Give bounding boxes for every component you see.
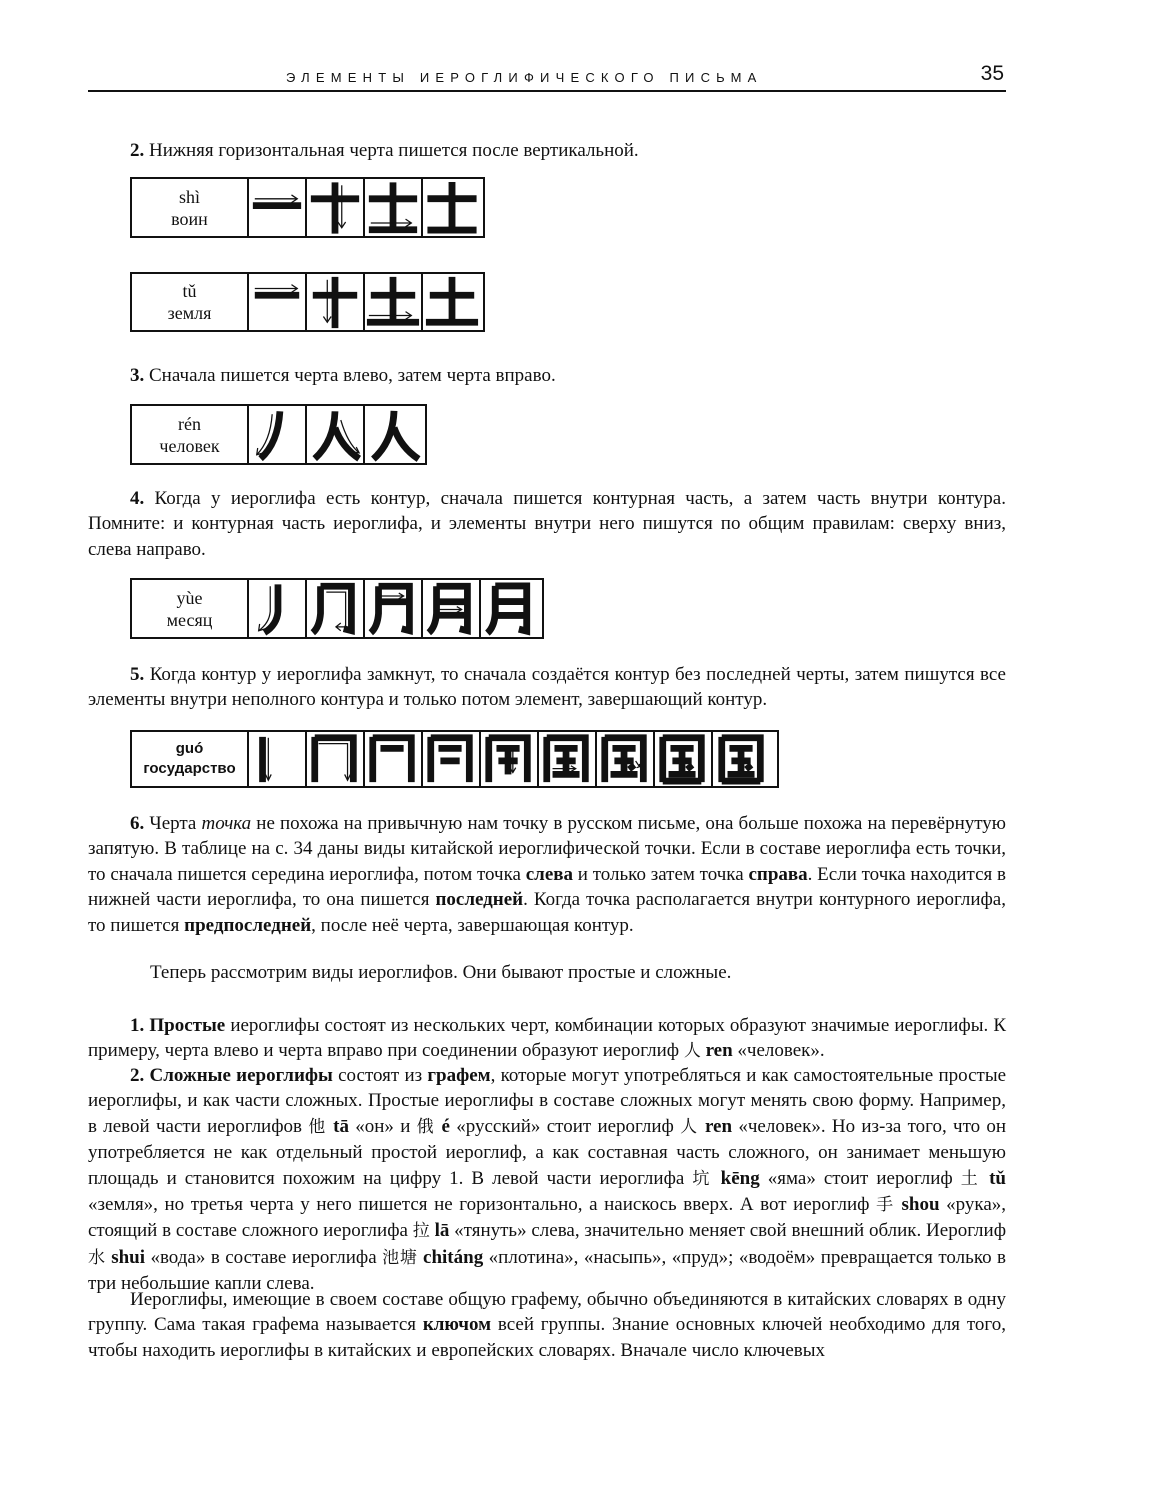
stroke-step-4 (423, 580, 481, 637)
stroke-step-3 (365, 179, 423, 236)
intro-paragraph: Теперь рассмотрим виды иероглифов. Они бывают простые и сложные. (150, 962, 732, 983)
stroke-step-1 (249, 406, 307, 463)
type-1-simple: 1. Простые иероглифы состоят из нескольких черт, комбинации которых образуют значимые иероглифы. К примеру, черта влево и черта вправо при соединении образуют иероглиф 人 ren «человек». (88, 1015, 1007, 1062)
table-label: tǔ земля (132, 274, 249, 330)
table-label: rén человек (132, 406, 249, 463)
stroke-table-guo (130, 730, 779, 788)
stroke-step-2 (307, 274, 365, 330)
stroke-step-1 (249, 732, 307, 786)
stroke-step-4 (423, 732, 481, 786)
table-label: guó государство (132, 732, 249, 786)
stroke-step-5 (481, 732, 539, 786)
stroke-step-3 (365, 732, 423, 786)
stroke-step-4 (423, 179, 481, 236)
stroke-step-1 (249, 274, 307, 330)
stroke-step-6 (539, 732, 597, 786)
running-header (88, 64, 1006, 92)
stroke-step-8 (655, 732, 713, 786)
page-number: 35 (980, 62, 1004, 85)
stroke-table-shi (130, 177, 485, 238)
stroke-step-3 (365, 274, 423, 330)
rule-4: 4. Когда у иероглифа есть контур, сначала пишется контурная часть, а затем часть внутри контура. Помните: и контурная часть иероглифа, и элементы внутри него пишутся по общим правилам: сверху вниз, слева направо. (88, 488, 1006, 560)
rule-2: 2. Нижняя горизонтальная черта пишется после вертикальной. (130, 140, 639, 161)
type-2-complex: 2. Сложные иероглифы состоят из графем, которые могут употребляться и как самостоятельные простые иероглифы, и как части сложных. Простые иероглифы в составе сложных могут менять свою форму. Например, в левой части иероглифов 他 tā «он» и 俄 é «русский» стоит иероглиф 人 ren «человек». Но из-за того, что он употребляется не как отдельный простой иероглиф, а как составная часть сложного, он занимает меньшую площадь и становится похожим на цифру 1. В левой части иероглифа 坑 kēng «яма» стоит иероглиф 土 tǔ «земля», но третья черта у него пишется не горизонтально, а наискось вверх. А вот иероглиф 手 shou «рука», стоящий в составе сложного иероглифа 拉 lā «тянуть» слева, значительно меняет свой внешний облик. Иероглиф 水 shui «вода» в составе иероглифа 池塘 chitáng «плотина», «насыпь», «пруд»; «водоём» превращается только в три небольшие капли слева. (88, 1065, 1007, 1295)
rule-5: 5. Когда контур у иероглифа замкнут, то сначала создаётся контур без последней черты, затем пишутся все элементы внутри неполного контура и только потом элемент, завершающий контур. (88, 664, 1006, 711)
stroke-step-7 (597, 732, 655, 786)
stroke-step-2 (307, 406, 365, 463)
stroke-step-9 (713, 732, 771, 786)
rule-3: 3. Сначала пишется черта влево, затем черта вправо. (130, 365, 556, 386)
stroke-table-yue (130, 578, 544, 639)
stroke-step-3 (365, 580, 423, 637)
stroke-step-5 (481, 580, 539, 637)
table-label: yùe месяц (132, 580, 249, 637)
running-title: ЭЛЕМЕНТЫ ИЕРОГЛИФИЧЕСКОГО ПИСЬМА (286, 70, 763, 85)
stroke-table-tu (130, 272, 485, 332)
stroke-step-2 (307, 179, 365, 236)
keys-paragraph: Иероглифы, имеющие в своем составе общую графему, обычно объединяются в китайских словарях в одну группу. Сама такая графема называется ключом всей группы. Знание основных ключей необходимо для того, чтобы находить иероглифы в китайских и европейских словарях. Вначале число ключевых (88, 1289, 1006, 1361)
stroke-step-2 (307, 580, 365, 637)
stroke-step-2 (307, 732, 365, 786)
stroke-table-ren (130, 404, 427, 465)
table-label: shì воин (132, 179, 249, 236)
stroke-step-1 (249, 580, 307, 637)
rule-6: 6. Черта точка не похожа на привычную нам точку в русском письме, она больше похожа на перевёрнутую запятую. В таблице на с. 34 даны виды китайской иероглифической точки. Если в составе иероглифа есть точки, то сначала пишется середина иероглифа, потом точка слева и только затем точка справа. Если точка находится в нижней части иероглифа, то она пишется последней. Когда точка располагается внутри контурного иероглифа, то пишется предпоследней, после неё черта, завершающая контур. (88, 813, 1007, 936)
stroke-step-3 (365, 406, 423, 463)
stroke-step-1 (249, 179, 307, 236)
stroke-step-4 (423, 274, 481, 330)
